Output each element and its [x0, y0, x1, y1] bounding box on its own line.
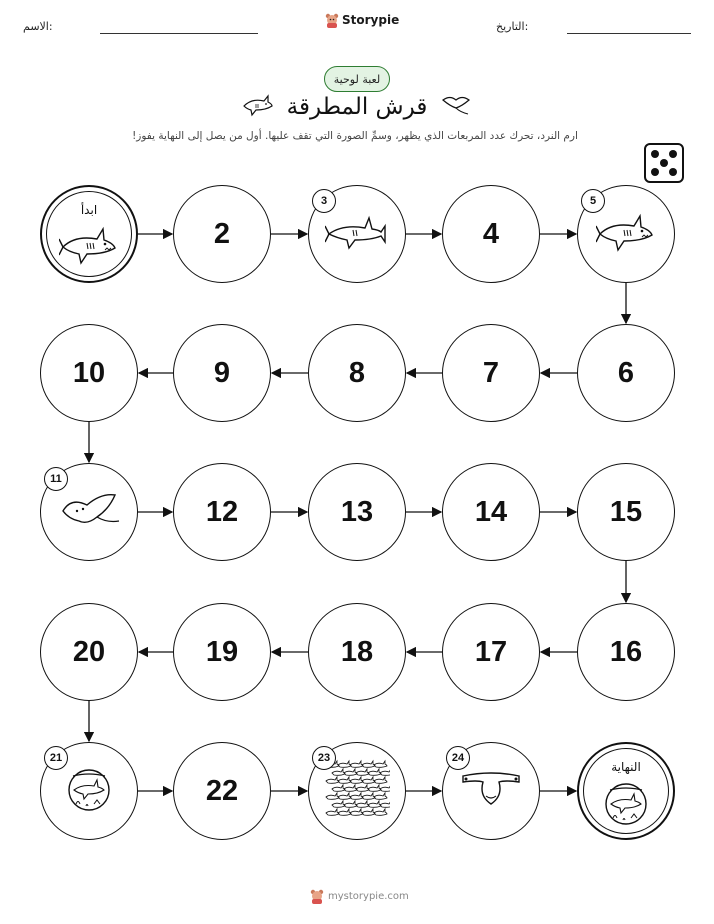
board-cell-5: [577, 185, 675, 283]
cell-number: 13: [340, 495, 374, 528]
board-cell-17: [442, 603, 540, 701]
page-title: قرش المطرقة: [286, 94, 428, 120]
board-cell-3: [308, 185, 406, 283]
cell-number: 22: [205, 774, 239, 807]
footer: [310, 888, 409, 904]
board-cell-6: [577, 324, 675, 422]
cell-number: 2: [213, 217, 231, 250]
stingray-icon: [57, 487, 121, 537]
cell-number: 17: [474, 635, 508, 668]
shark-icon: [59, 223, 119, 271]
cell-number-badge: 11: [44, 467, 68, 491]
board-cell-1: [40, 185, 138, 283]
cell-number: 16: [609, 635, 643, 668]
hammerhead-front-icon: [459, 766, 523, 816]
board-cell-24: [442, 742, 540, 840]
cell-number: 7: [482, 356, 500, 389]
start-label: ابدأ: [80, 203, 98, 217]
cell-number: 14: [474, 495, 508, 528]
bear-logo-icon: [310, 888, 324, 904]
board-cell-22: [173, 742, 271, 840]
board-cell-15: [577, 463, 675, 561]
cell-number: 12: [205, 495, 239, 528]
shark-icon: [596, 210, 656, 258]
board-cell-10: [40, 324, 138, 422]
board-cell-21: [40, 742, 138, 840]
board-cell-8: [308, 324, 406, 422]
cell-number-badge: 5: [581, 189, 605, 213]
board-cell-2: [173, 185, 271, 283]
footer-url: mystorypie.com: [328, 890, 409, 902]
board-cell-14: [442, 463, 540, 561]
cell-number: 6: [617, 356, 635, 389]
cell-number-badge: 24: [446, 746, 470, 770]
aquarium-icon: [601, 780, 651, 830]
cell-number-badge: 21: [44, 746, 68, 770]
board-cell-9: [173, 324, 271, 422]
brand-name: Storypie: [342, 13, 400, 27]
shark-school-icon: [324, 759, 390, 823]
date-label: التاريخ:: [496, 20, 529, 33]
cell-number: 8: [348, 356, 366, 389]
board-cell-18: [308, 603, 406, 701]
cell-number: 4: [482, 217, 500, 250]
board-cell-11: [40, 463, 138, 561]
aquarium-icon: [64, 766, 114, 816]
cell-number: 20: [72, 635, 106, 668]
cell-number-badge: 23: [312, 746, 336, 770]
cell-number: 15: [609, 495, 643, 528]
cell-number: 10: [72, 356, 106, 389]
cell-number: 19: [205, 635, 239, 668]
cell-number-badge: 3: [312, 189, 336, 213]
instructions: ارم النرد، تحرك عدد المربعات الذي يظهر، وسمِّ الصورة التي تقف عليها. أول من يصل إلى النهاية يفوز!: [132, 130, 578, 142]
board-cell-4: [442, 185, 540, 283]
board-cell-7: [442, 324, 540, 422]
cell-number: 18: [340, 635, 374, 668]
hammerhead-shark-icon: [325, 212, 389, 256]
board-cell-20: [40, 603, 138, 701]
board-cell-25: [577, 742, 675, 840]
board-cell-16: [577, 603, 675, 701]
cell-number: 9: [213, 356, 231, 389]
board-game-badge: لعبة لوحية: [324, 66, 390, 92]
name-label: الاسم:: [23, 20, 53, 33]
finish-label: النهاية: [611, 760, 641, 774]
board-cell-23: [308, 742, 406, 840]
board-cell-12: [173, 463, 271, 561]
board-cell-13: [308, 463, 406, 561]
board-cell-19: [173, 603, 271, 701]
